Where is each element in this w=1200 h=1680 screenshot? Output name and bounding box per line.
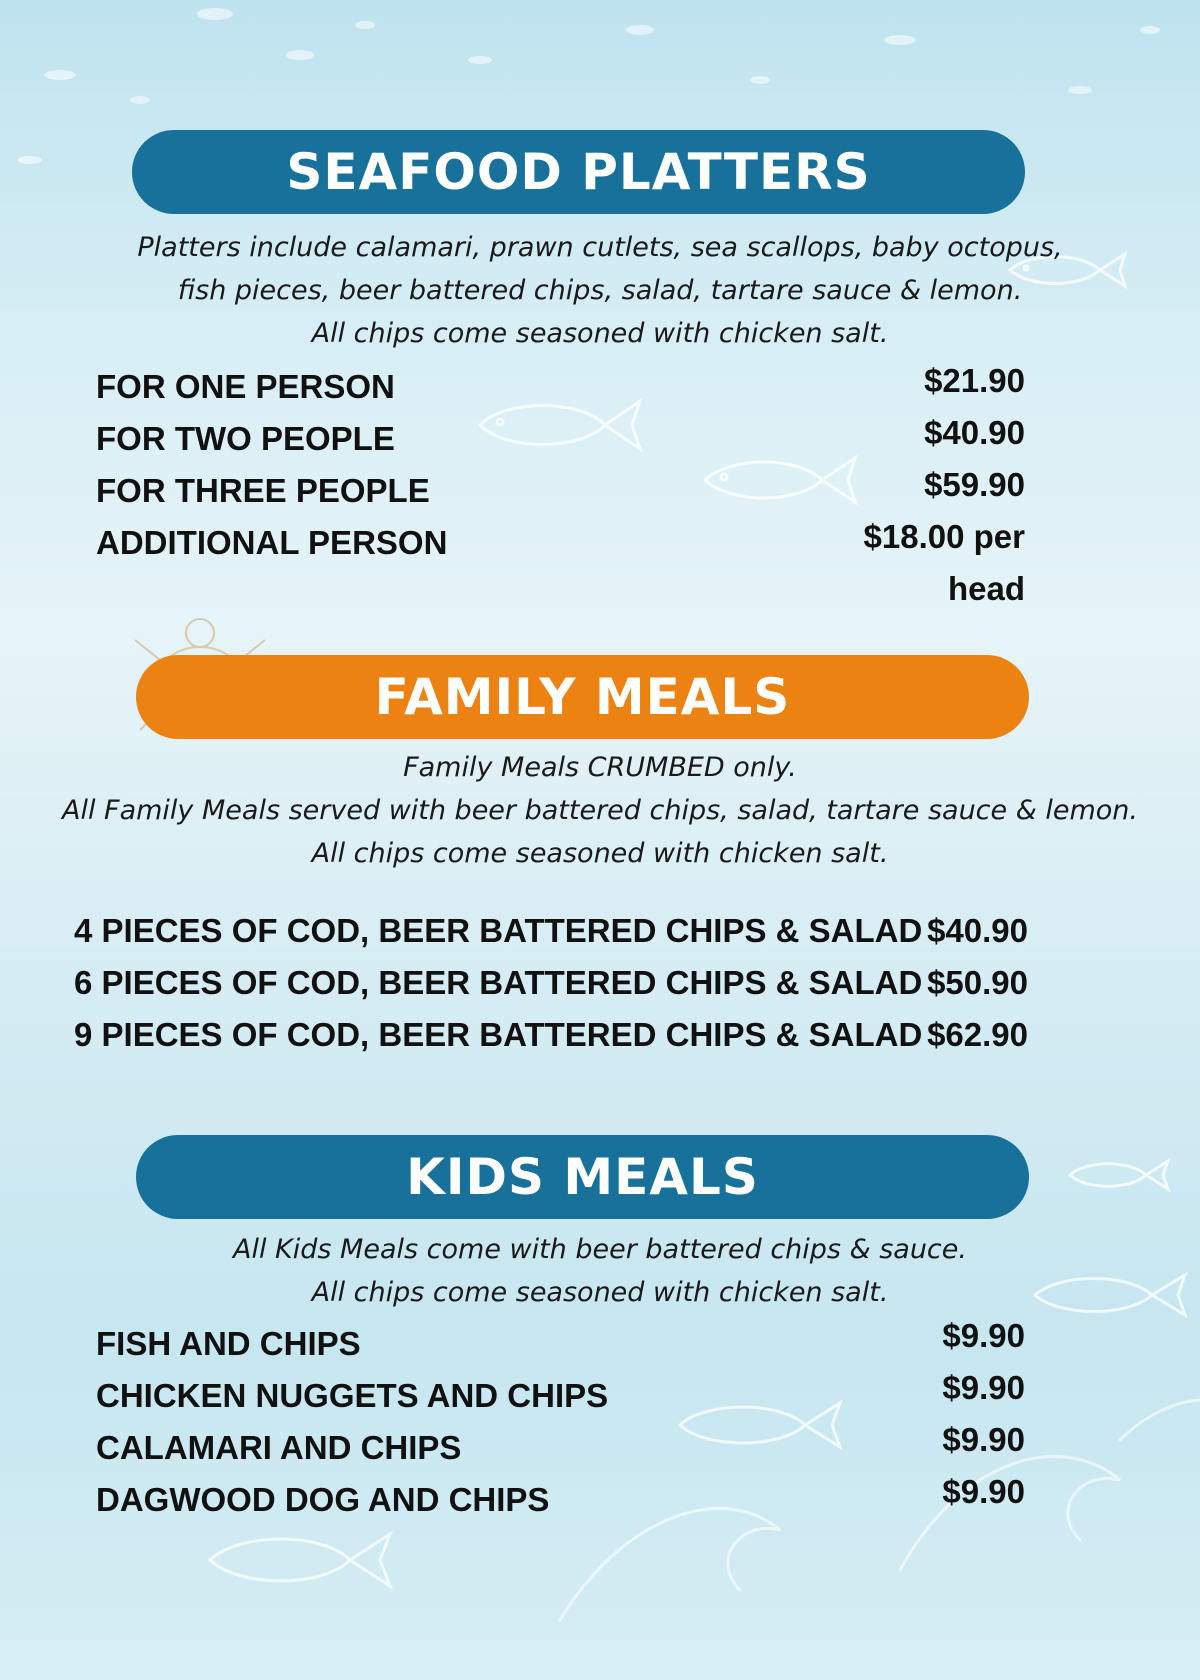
menu-item-price-continued: head	[947, 570, 1025, 607]
menu-item-name: 9 PIECES OF COD, BEER BATTERED CHIPS & SALAD	[74, 1016, 923, 1053]
fish-outline-icon	[680, 1403, 840, 1447]
section-banner-kids-meals	[136, 1135, 1029, 1219]
menu-item-price: $9.90	[942, 1473, 1025, 1510]
section-title: KIDS MEALS	[406, 1148, 759, 1206]
menu-item-name: FOR THREE PEOPLE	[96, 472, 430, 509]
menu-item-name: FOR ONE PERSON	[96, 368, 395, 405]
kids-description-line: All Kids Meals come with beer battered chips & sauce.	[233, 1234, 967, 1265]
family-description-line: Family Meals CRUMBED only.	[403, 752, 797, 783]
wave-icon	[560, 1400, 1200, 1620]
menu-item-price: $9.90	[942, 1369, 1025, 1406]
fish-outline-icon	[480, 401, 640, 449]
menu-item-price: $40.90	[924, 414, 1025, 451]
menu-item-name: ADDITIONAL PERSON	[96, 524, 448, 561]
family-description-line: All chips come seasoned with chicken salt.	[311, 838, 889, 869]
menu-item-name: FISH AND CHIPS	[96, 1325, 361, 1362]
menu-item-price: $50.90	[927, 964, 1028, 1001]
menu-item-name: 6 PIECES OF COD, BEER BATTERED CHIPS & SALAD	[74, 964, 923, 1001]
seafood-description-line: All chips come seasoned with chicken salt.	[311, 318, 889, 349]
menu-item-name: DAGWOOD DOG AND CHIPS	[96, 1481, 550, 1518]
menu-item-price: $40.90	[927, 912, 1028, 949]
fish-outline-icon	[1070, 1161, 1168, 1189]
section-title: SEAFOOD PLATTERS	[286, 143, 871, 201]
menu-item-price: $21.90	[924, 362, 1025, 399]
section-banner-seafood-platters	[132, 130, 1025, 214]
menu-item-price: $9.90	[942, 1421, 1025, 1458]
section-title: FAMILY MEALS	[374, 668, 791, 726]
menu-item-name: CHICKEN NUGGETS AND CHIPS	[96, 1377, 609, 1414]
kids-description-line: All chips come seasoned with chicken salt.	[311, 1277, 889, 1308]
menu-item-price: $18.00 per	[863, 518, 1025, 555]
menu-item-name: FOR TWO PEOPLE	[96, 420, 395, 457]
menu-item-price: $59.90	[924, 466, 1025, 503]
menu-item-name: 4 PIECES OF COD, BEER BATTERED CHIPS & SALAD	[74, 912, 923, 949]
menu-item-price: $9.90	[942, 1317, 1025, 1354]
section-banner-family-meals	[136, 655, 1029, 739]
fish-outline-icon	[705, 458, 855, 502]
seafood-description-line: Platters include calamari, prawn cutlets, sea scallops, baby octopus,	[137, 232, 1063, 263]
menu-item-name: CALAMARI AND CHIPS	[96, 1429, 462, 1466]
menu-item-price: $62.90	[927, 1016, 1028, 1053]
fish-outline-icon	[210, 1534, 390, 1586]
family-description-line: All Family Meals served with beer battered chips, salad, tartare sauce & lemon.	[62, 795, 1138, 826]
seafood-description-line: fish pieces, beer battered chips, salad, tartare sauce & lemon.	[177, 275, 1023, 306]
